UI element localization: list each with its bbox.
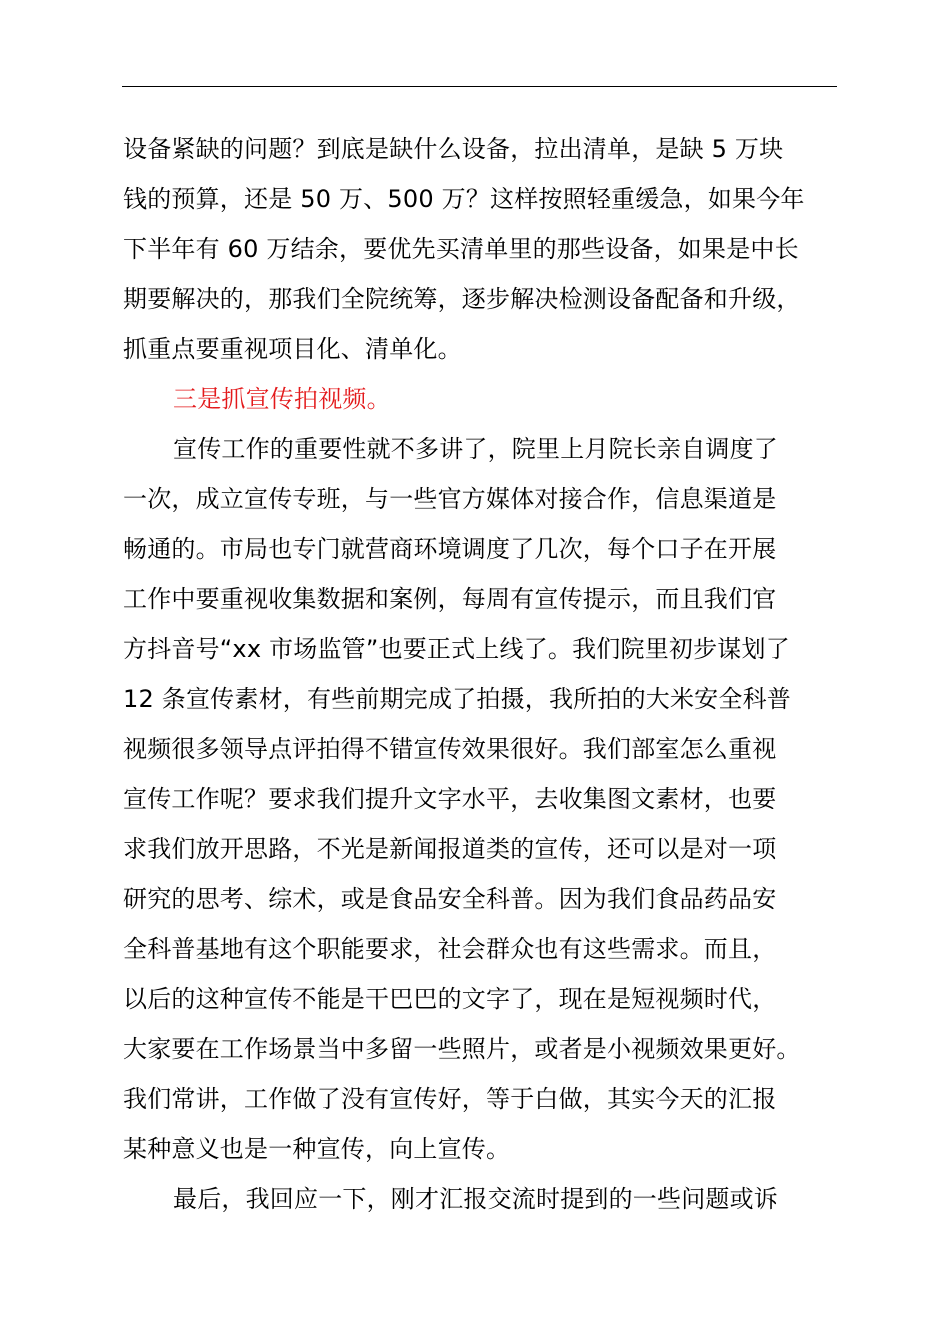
- body-line: 宣传工作呢？要求我们提升文字水平，去收集图文素材，也要: [123, 785, 777, 813]
- body-line: 抓重点要重视项目化、清单化。: [123, 335, 462, 363]
- paragraph-first-line: 最后，我回应一下，刚才汇报交流时提到的一些问题或诉: [173, 1185, 778, 1213]
- body-line: 畅通的。市局也专门就营商环境调度了几次，每个口子在开展: [123, 535, 777, 563]
- body-line: 研究的思考、综术，或是食品安全科普。因为我们食品药品安: [123, 885, 777, 913]
- body-line: 一次，成立宣传专班，与一些官方媒体对接合作，信息渠道是: [123, 485, 777, 513]
- body-line: 全科普基地有这个职能要求，社会群众也有这些需求。而且，: [123, 935, 777, 963]
- body-line: 求我们放开思路，不光是新闻报道类的宣传，还可以是对一项: [123, 835, 777, 863]
- body-line: 方抖音号“xx 市场监管”也要正式上线了。我们院里初步谋划了: [123, 635, 790, 663]
- body-line: 视频很多领导点评拍得不错宣传效果很好。我们部室怎么重视: [123, 735, 777, 763]
- body-line: 设备紧缺的问题？到底是缺什么设备，拉出清单，是缺 5 万块: [123, 135, 784, 163]
- body-line: 我们常讲，工作做了没有宣传好，等于白做，其实今天的汇报: [123, 1085, 777, 1113]
- paragraph-first-line: 宣传工作的重要性就不多讲了，院里上月院长亲自调度了: [173, 435, 778, 463]
- body-line: 12 条宣传素材，有些前期完成了拍摄，我所拍的大米安全科普: [123, 685, 791, 713]
- body-line: 工作中要重视收集数据和案例，每周有宣传提示，而且我们官: [123, 585, 777, 613]
- body-line: 下半年有 60 万结余，要优先买清单里的那些设备，如果是中长: [123, 235, 799, 263]
- section-heading: 三是抓宣传拍视频。: [173, 385, 391, 413]
- document-body: [123, 124, 863, 1224]
- header-rule: [122, 86, 837, 87]
- body-line: 以后的这种宣传不能是干巴巴的文字了，现在是短视频时代，: [123, 985, 777, 1013]
- body-line: 某种意义也是一种宣传，向上宣传。: [123, 1135, 511, 1163]
- body-line: 钱的预算，还是 50 万、500 万？这样按照轻重缓急，如果今年: [123, 185, 805, 213]
- body-line: 大家要在工作场景当中多留一些照片，或者是小视频效果更好。: [123, 1035, 801, 1063]
- body-line: 期要解决的，那我们全院统筹，逐步解决检测设备配备和升级，: [123, 285, 801, 313]
